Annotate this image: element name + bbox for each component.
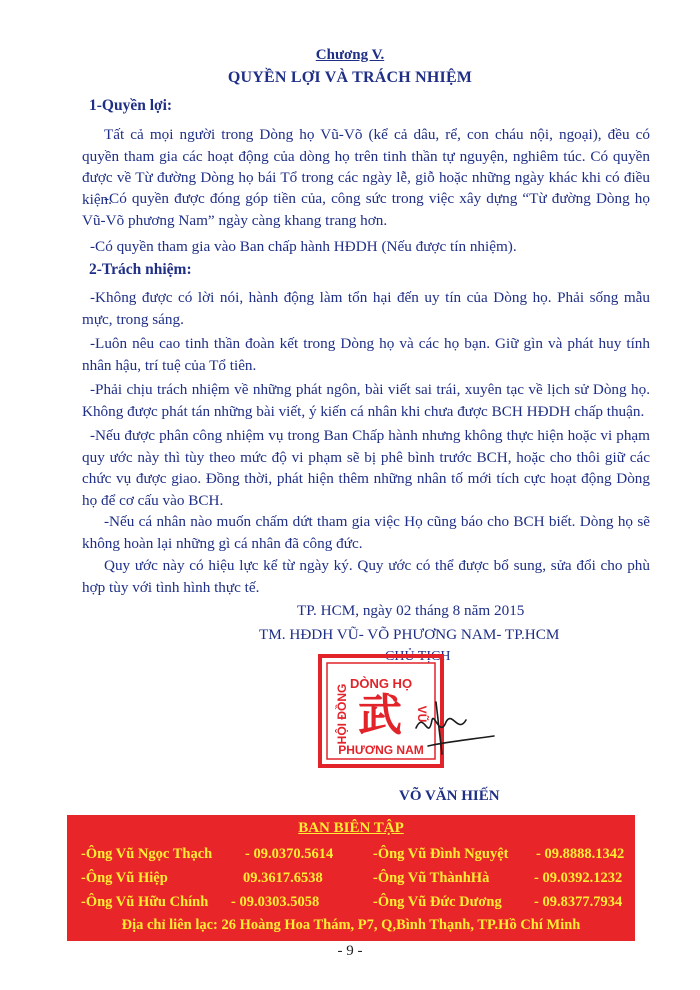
section-1-paragraph-2: -Có quyền được đóng góp tiền của, công sức trong việc xây dựng “Từ đường Dòng họ Vũ-Võ phương Nam” ngày càng khang trang hơn. bbox=[82, 190, 650, 229]
organization-line: TM. HĐDH VŨ- VÕ PHƯƠNG NAM- TP.HCM bbox=[259, 626, 560, 643]
editorial-title: BAN BIÊN TẬP bbox=[298, 820, 404, 836]
editorial-board-box bbox=[67, 815, 635, 941]
member-name: -Ông Vũ Hiệp bbox=[81, 870, 168, 886]
section-1-paragraph-3: -Có quyền tham gia vào Ban chấp hành HĐDH (Nếu được tín nhiệm). bbox=[90, 238, 517, 255]
svg-text:PHƯƠNG NAM: PHƯƠNG NAM bbox=[338, 743, 424, 757]
member-phone: 09.3617.6538 bbox=[243, 870, 323, 886]
place-and-date: TP. HCM, ngày 02 tháng 8 năm 2015 bbox=[297, 602, 525, 619]
section-2-paragraph-6: Quy ước này có hiệu lực kể từ ngày ký. Quy ước có thể được bổ sung, sửa đổi cho phù hợp tùy với tình hình thực tế. bbox=[82, 557, 650, 596]
member-phone: - 09.0392.1232 bbox=[534, 870, 623, 886]
member-phone: - 09.0303.5058 bbox=[231, 894, 320, 910]
section-1-paragraph-1: Tất cả mọi người trong Dòng họ Vũ-Võ (kể cả dâu, rể, con cháu nội, ngoại), đều có quyền tham gia các hoạt động của dòng họ trên tinh thần tự nguyện, nghiêm túc. Có quyền được về Từ đường Dòng họ bái Tổ trong các ngày lễ, giỗ hoặc những ngày khác khi có điều kiện. bbox=[82, 126, 650, 208]
section-2-paragraph-3: -Phải chịu trách nhiệm về những phát ngôn, bài viết sai trái, xuyên tạc về lịch sử Dòng họ. Không được phát tán những bài viết, ý kiến cá nhân khi chưa được BCH HĐDH chấp thuận. bbox=[82, 381, 650, 420]
member-phone: - 09.8377.7934 bbox=[534, 894, 623, 910]
section-2-paragraph-2: -Luôn nêu cao tinh thần đoàn kết trong Dòng họ và các họ bạn. Giữ gìn và phát huy tính nhân hậu, trí tuệ của Tổ tiên. bbox=[82, 335, 650, 374]
official-seal-and-signature bbox=[316, 650, 516, 790]
member-phone: - 09.0370.5614 bbox=[245, 846, 334, 862]
member-name: -Ông Vũ Đình Nguyệt bbox=[373, 846, 509, 862]
svg-text:DÒNG HỌ: DÒNG HỌ bbox=[349, 676, 413, 691]
seal-stamp-icon bbox=[316, 650, 516, 790]
member-phone: - 09.8888.1342 bbox=[536, 846, 625, 862]
member-name: -Ông Vũ Hữu Chính bbox=[81, 894, 209, 910]
section-2-paragraph-4: -Nếu được phân công nhiệm vụ trong Ban Chấp hành nhưng không thực hiện hoặc vi phạm quy ước này thì tùy theo mức độ vi phạm sẽ bị phê bình trước BCH, hoặc cho thôi giữ các chức vụ được giao. Đồng thời, phát hiện thêm những nhân tố mới tích cực hoạt động Dòng họ để cơ cấu vào BCH. bbox=[82, 427, 650, 509]
section-2-paragraph-1: -Không được có lời nói, hành động làm tổn hại đến uy tín của Dòng họ. Phải sống mẫu mực, trong sáng. bbox=[82, 289, 650, 328]
signer-name: VÕ VĂN HIẾN bbox=[399, 788, 500, 804]
role-label: CHỦ TỊCH bbox=[385, 649, 451, 664]
svg-text:武: 武 bbox=[358, 690, 402, 741]
member-name: -Ông Vũ Ngọc Thạch bbox=[81, 846, 213, 862]
member-name: -Ông Vũ ThànhHà bbox=[373, 870, 490, 886]
page-number: - 9 - bbox=[337, 943, 363, 959]
chapter-heading: QUYỀN LỢI VÀ TRÁCH NHIỆM bbox=[227, 69, 473, 86]
contact-address: Địa chỉ liên lạc: 26 Hoàng Hoa Thám, P7, Q,Bình Thạnh, TP.Hồ Chí Minh bbox=[121, 917, 581, 933]
svg-text:HỘI ĐỒNG: HỘI ĐỒNG bbox=[335, 683, 349, 745]
member-name: -Ông Vũ Đức Dương bbox=[373, 894, 502, 910]
section-1-title: 1-Quyền lợi: bbox=[89, 97, 173, 114]
chapter-label: Chương V. bbox=[315, 47, 385, 63]
svg-text:VŨ: VŨ bbox=[415, 705, 429, 723]
section-2-paragraph-5: -Nếu cá nhân nào muốn chấm dứt tham gia việc Họ cũng báo cho BCH biết. Dòng họ sẽ không hoàn lại những gì cá nhân đã công đức. bbox=[82, 513, 650, 552]
section-2-title: 2-Trách nhiệm: bbox=[89, 261, 192, 278]
